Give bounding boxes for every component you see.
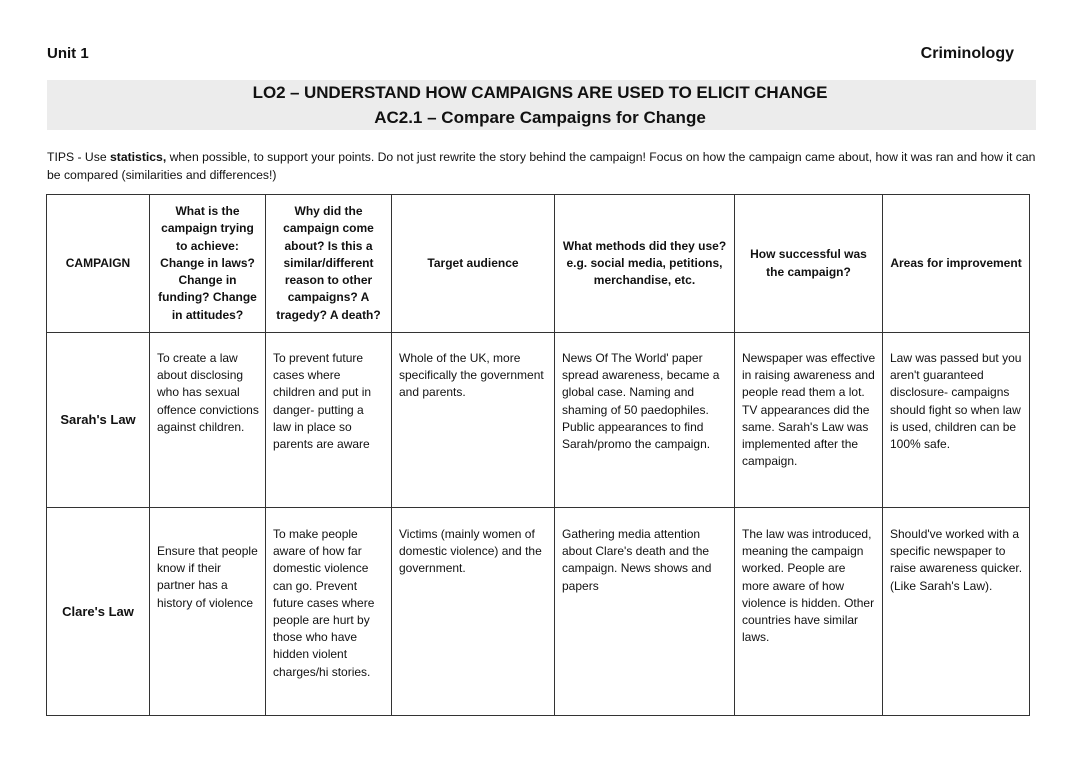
cell-text: News Of The World' paper spread awareness, became a global case. Naming and shaming of 50 paedophiles. Public appearances to find Sarah/promo the campaign.	[562, 351, 720, 452]
tips-prefix: TIPS - Use	[47, 150, 110, 164]
header-aim: What is the campaign trying to achieve: Change in laws? Change in funding? Change in attitudes?	[150, 195, 266, 333]
cell-text: Gathering media attention about Clare's death and the campaign. News shows and papers	[562, 527, 712, 593]
header-methods: What methods did they use? e.g. social media, petitions, merchandise, etc.	[555, 195, 735, 333]
unit-label: Unit 1	[47, 45, 89, 62]
table-cell	[266, 333, 392, 508]
header-campaign: CAMPAIGN	[47, 195, 150, 333]
cell-text: The law was introduced, meaning the campaign worked. People are more aware of how violence is hidden. Other countries have similar laws.	[742, 527, 875, 645]
header-success: How successful was the campaign?	[735, 195, 883, 333]
campaign-comparison-table	[46, 194, 1030, 716]
table-cell	[555, 333, 735, 508]
table-cell	[735, 333, 883, 508]
cell-text: To make people aware of how far domestic violence can go. Prevent future cases where people are hurt by those who have hidden violent charges/hi stories.	[273, 527, 375, 679]
table-cell	[392, 333, 555, 508]
table-cell	[735, 508, 883, 716]
campaign-name: Sarah's Law	[47, 333, 150, 508]
cell-text: To prevent future cases where children and put in danger- putting a law in place so parents are aware	[273, 351, 372, 452]
cell-text: Newspaper was effective in raising awareness and people read them a lot. TV appearances did the same. Sarah's Law was implemented after the campaign.	[742, 351, 876, 469]
tips-bold: statistics,	[109, 150, 167, 164]
table-cell	[150, 508, 266, 716]
cell-text: Law was passed but you aren't guaranteed disclosure- campaigns should fight so when law is used, children can be 100% safe.	[890, 351, 1022, 452]
subject-label: Criminology	[920, 45, 1014, 62]
table-header-row	[47, 195, 1030, 333]
cell-text: Ensure that people know if their partner has a history of violence	[157, 544, 258, 610]
header-origin: Why did the campaign come about? Is this a similar/different reason to other campaigns? A tragedy? A death?	[266, 195, 392, 333]
table-cell	[883, 508, 1030, 716]
table-cell	[150, 333, 266, 508]
tips-rest: when possible, to support your points. Do not just rewrite the story behind the campaign! Focus on how the campaign came about, how it was ran and how it can be compared (similarities and differences!)	[47, 150, 1036, 182]
cell-text: Victims (mainly women of domestic violence) and the government.	[399, 527, 542, 576]
table-cell	[883, 333, 1030, 508]
assessment-criteria-title: AC2.1 – Compare Campaigns for Change	[374, 108, 706, 127]
cell-text: To create a law about disclosing who has sexual offence convictions against children.	[157, 351, 259, 434]
campaign-name: Clare's Law	[47, 508, 150, 716]
learning-outcome-title: LO2 – UNDERSTAND HOW CAMPAIGNS ARE USED TO ELICIT CHANGE	[252, 83, 828, 102]
table-cell	[392, 508, 555, 716]
header-improvement: Areas for improvement	[883, 195, 1030, 333]
table-row	[47, 508, 1030, 716]
cell-text: Whole of the UK, more specifically the government and parents.	[399, 351, 544, 400]
cell-text: Should've worked with a specific newspaper to raise awareness quicker. (Like Sarah's Law).	[890, 527, 1023, 593]
header-target-audience: Target audience	[392, 195, 555, 333]
tips-paragraph	[47, 148, 1042, 184]
table-cell	[555, 508, 735, 716]
table-cell	[266, 508, 392, 716]
table-row	[47, 333, 1030, 508]
